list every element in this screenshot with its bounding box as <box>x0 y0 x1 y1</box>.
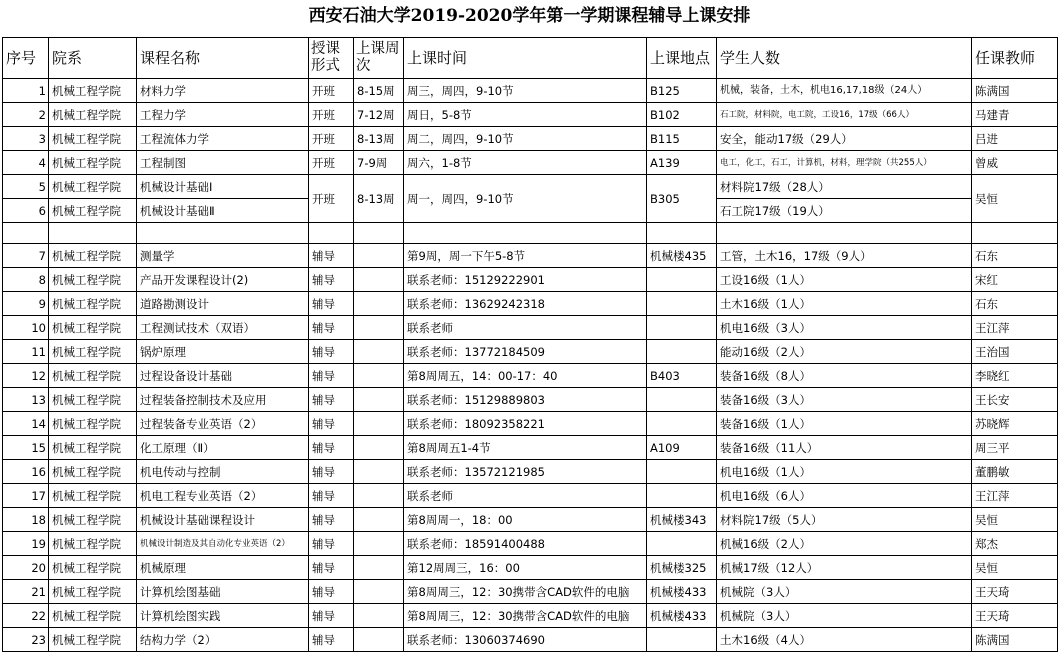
cell-students: 安全，能动17级（29人） <box>717 127 972 151</box>
cell-college: 机械工程学院 <box>49 340 137 364</box>
table-row <box>3 151 1058 175</box>
cell-course: 过程装备控制技术及应用 <box>137 388 309 412</box>
cell-index: 2 <box>3 103 49 127</box>
cell-weeks: 7-9周 <box>354 151 404 175</box>
cell-time: 周日，5-8节 <box>404 103 647 127</box>
cell-empty <box>404 223 647 244</box>
cell-weeks <box>354 244 404 268</box>
cell-index: 14 <box>3 412 49 436</box>
cell-teacher: 王天琦 <box>972 604 1058 628</box>
cell-index: 6 <box>3 199 49 223</box>
cell-time: 联系老师：15129222901 <box>404 268 647 292</box>
cell-form: 辅导 <box>309 580 354 604</box>
cell-weeks <box>354 556 404 580</box>
cell-time: 联系老师：18092358221 <box>404 412 647 436</box>
cell-location: 机械楼435 <box>647 244 717 268</box>
cell-form: 辅导 <box>309 292 354 316</box>
cell-college: 机械工程学院 <box>49 556 137 580</box>
cell-time: 第8周周五1-4节 <box>404 436 647 460</box>
cell-weeks <box>354 580 404 604</box>
cell-index: 10 <box>3 316 49 340</box>
cell-form: 辅导 <box>309 244 354 268</box>
table-row <box>3 127 1058 151</box>
cell-students: 能动16级（2人） <box>717 340 972 364</box>
cell-form: 辅导 <box>309 388 354 412</box>
cell-teacher: 曾威 <box>972 151 1058 175</box>
cell-weeks <box>354 628 404 652</box>
cell-location: 机械楼433 <box>647 580 717 604</box>
cell-students: 机电16级（1人） <box>717 460 972 484</box>
cell-location <box>647 460 717 484</box>
cell-form: 辅导 <box>309 460 354 484</box>
cell-students: 石工院，材料院，电工院，工设16，17级（66人） <box>717 103 972 127</box>
cell-weeks <box>354 340 404 364</box>
cell-form: 辅导 <box>309 316 354 340</box>
cell-students: 电工，化工，石工，计算机，材料，理学院（共255人） <box>717 151 972 175</box>
cell-location <box>647 316 717 340</box>
cell-weeks: 7-12周 <box>354 103 404 127</box>
cell-teacher: 宋红 <box>972 268 1058 292</box>
cell-index: 20 <box>3 556 49 580</box>
table-row <box>3 175 1058 199</box>
cell-location: B102 <box>647 103 717 127</box>
cell-course: 材料力学 <box>137 79 309 103</box>
cell-teacher: 苏晓辉 <box>972 412 1058 436</box>
cell-college: 机械工程学院 <box>49 79 137 103</box>
cell-index: 13 <box>3 388 49 412</box>
table-row <box>3 292 1058 316</box>
cell-college: 机械工程学院 <box>49 580 137 604</box>
cell-time: 周三，周四，9-10节 <box>404 79 647 103</box>
cell-weeks <box>354 604 404 628</box>
cell-teacher: 王长安 <box>972 388 1058 412</box>
header-course: 课程名称 <box>137 38 309 79</box>
cell-course: 过程设备设计基础 <box>137 364 309 388</box>
cell-form: 辅导 <box>309 628 354 652</box>
cell-weeks <box>354 436 404 460</box>
cell-weeks <box>354 292 404 316</box>
cell-location: 机械楼433 <box>647 604 717 628</box>
cell-teacher: 吴恒 <box>972 508 1058 532</box>
cell-course: 机电工程专业英语（2） <box>137 484 309 508</box>
cell-weeks <box>354 508 404 532</box>
cell-students: 机械17级（12人） <box>717 556 972 580</box>
cell-time: 周一，周四，9-10节 <box>404 175 647 223</box>
cell-course: 机械设计基础Ⅰ <box>137 175 309 199</box>
table-row <box>3 484 1058 508</box>
cell-students: 材料院17级（5人） <box>717 508 972 532</box>
cell-college: 机械工程学院 <box>49 268 137 292</box>
cell-college: 机械工程学院 <box>49 127 137 151</box>
cell-college: 机械工程学院 <box>49 484 137 508</box>
cell-empty <box>137 223 309 244</box>
cell-college: 机械工程学院 <box>49 103 137 127</box>
header-row <box>3 38 1058 79</box>
cell-index: 3 <box>3 127 49 151</box>
cell-course: 计算机绘图实践 <box>137 604 309 628</box>
cell-students: 机电16级（6人） <box>717 484 972 508</box>
cell-empty <box>647 223 717 244</box>
cell-empty <box>354 223 404 244</box>
cell-college: 机械工程学院 <box>49 364 137 388</box>
cell-college: 机械工程学院 <box>49 316 137 340</box>
cell-time: 第8周周三，12：30携带含CAD软件的电脑 <box>404 604 647 628</box>
cell-time: 第8周周五，14：00-17：40 <box>404 364 647 388</box>
cell-index: 9 <box>3 292 49 316</box>
cell-location <box>647 532 717 556</box>
table-row <box>3 316 1058 340</box>
cell-location <box>647 628 717 652</box>
cell-students: 装备16级（11人） <box>717 436 972 460</box>
page-title: 西安石油大学2019-2020学年第一学期课程辅导上课安排 <box>308 6 751 26</box>
cell-location: A109 <box>647 436 717 460</box>
cell-location <box>647 268 717 292</box>
cell-weeks <box>354 364 404 388</box>
cell-college: 机械工程学院 <box>49 460 137 484</box>
cell-time: 第8周周一，18：00 <box>404 508 647 532</box>
header-time: 上课时间 <box>404 38 647 79</box>
cell-index: 23 <box>3 628 49 652</box>
cell-teacher: 吴恒 <box>972 556 1058 580</box>
cell-teacher: 王江萍 <box>972 316 1058 340</box>
cell-teacher: 董鹏敏 <box>972 460 1058 484</box>
cell-teacher: 周三平 <box>972 436 1058 460</box>
cell-course: 化工原理（Ⅱ） <box>137 436 309 460</box>
cell-course: 工程测试技术（双语） <box>137 316 309 340</box>
cell-index: 11 <box>3 340 49 364</box>
cell-location: A139 <box>647 151 717 175</box>
cell-students: 土木16级（4人） <box>717 628 972 652</box>
header-location: 上课地点 <box>647 38 717 79</box>
cell-students: 装备16级（3人） <box>717 388 972 412</box>
cell-course: 测量学 <box>137 244 309 268</box>
cell-form: 辅导 <box>309 340 354 364</box>
cell-teacher: 郑杰 <box>972 532 1058 556</box>
table-row <box>3 412 1058 436</box>
cell-form: 开班 <box>309 79 354 103</box>
cell-teacher: 陈满国 <box>972 628 1058 652</box>
table-row <box>3 580 1058 604</box>
cell-students: 装备16级（1人） <box>717 412 972 436</box>
cell-college: 机械工程学院 <box>49 388 137 412</box>
cell-course: 结构力学（2） <box>137 628 309 652</box>
cell-index: 18 <box>3 508 49 532</box>
table-row <box>3 436 1058 460</box>
table-row <box>3 604 1058 628</box>
cell-index: 15 <box>3 436 49 460</box>
cell-college: 机械工程学院 <box>49 604 137 628</box>
cell-students: 材料院17级（28人） <box>717 175 972 199</box>
header-weeks: 上课周次 <box>354 38 404 79</box>
cell-form: 辅导 <box>309 604 354 628</box>
cell-weeks <box>354 412 404 436</box>
cell-form: 开班 <box>309 151 354 175</box>
cell-time: 联系老师 <box>404 316 647 340</box>
cell-weeks <box>354 388 404 412</box>
cell-teacher: 石东 <box>972 244 1058 268</box>
cell-college: 机械工程学院 <box>49 175 137 199</box>
cell-location: B305 <box>647 175 717 223</box>
cell-location <box>647 412 717 436</box>
cell-time: 第8周周三，12：30携带含CAD软件的电脑 <box>404 580 647 604</box>
cell-index: 16 <box>3 460 49 484</box>
cell-time: 联系老师：13572121985 <box>404 460 647 484</box>
cell-index: 22 <box>3 604 49 628</box>
cell-students: 工设16级（1人） <box>717 268 972 292</box>
table-row <box>3 388 1058 412</box>
cell-teacher: 吴恒 <box>972 175 1058 223</box>
cell-empty <box>49 223 137 244</box>
cell-weeks: 8-13周 <box>354 175 404 223</box>
cell-weeks <box>354 316 404 340</box>
cell-form: 辅导 <box>309 412 354 436</box>
header-form: 授课形式 <box>309 38 354 79</box>
cell-course: 产品开发课程设计(2) <box>137 268 309 292</box>
cell-students: 机械院（3人） <box>717 580 972 604</box>
cell-teacher: 王天琦 <box>972 580 1058 604</box>
cell-course: 道路勘测设计 <box>137 292 309 316</box>
schedule-table <box>2 37 1058 652</box>
cell-course: 工程流体力学 <box>137 127 309 151</box>
cell-college: 机械工程学院 <box>49 436 137 460</box>
cell-empty <box>972 223 1058 244</box>
cell-teacher: 李晓红 <box>972 364 1058 388</box>
cell-students: 机械16级（2人） <box>717 532 972 556</box>
cell-index: 4 <box>3 151 49 175</box>
cell-time: 联系老师：15129889803 <box>404 388 647 412</box>
cell-weeks <box>354 460 404 484</box>
blank-row <box>3 223 1058 244</box>
table-row <box>3 268 1058 292</box>
table-row <box>3 556 1058 580</box>
cell-time: 第12周周三，16：00 <box>404 556 647 580</box>
cell-form: 辅导 <box>309 268 354 292</box>
cell-course: 过程装备专业英语（2） <box>137 412 309 436</box>
cell-location: B125 <box>647 79 717 103</box>
header-index: 序号 <box>3 38 49 79</box>
cell-empty <box>3 223 49 244</box>
cell-college: 机械工程学院 <box>49 151 137 175</box>
cell-index: 19 <box>3 532 49 556</box>
cell-form: 辅导 <box>309 364 354 388</box>
cell-index: 21 <box>3 580 49 604</box>
cell-form: 开班 <box>309 175 354 223</box>
cell-weeks <box>354 484 404 508</box>
cell-students: 机械，装备，土木，机电16,17,18级（24人） <box>717 79 972 103</box>
cell-location: 机械楼343 <box>647 508 717 532</box>
cell-course: 机械设计基础Ⅱ <box>137 199 309 223</box>
cell-course: 工程力学 <box>137 103 309 127</box>
table-row <box>3 340 1058 364</box>
table-row <box>3 532 1058 556</box>
cell-students: 工管，土木16，17级（9人） <box>717 244 972 268</box>
cell-teacher: 王江萍 <box>972 484 1058 508</box>
cell-form: 开班 <box>309 127 354 151</box>
cell-college: 机械工程学院 <box>49 628 137 652</box>
cell-location <box>647 340 717 364</box>
cell-time: 联系老师：13060374690 <box>404 628 647 652</box>
cell-students: 石工院17级（19人） <box>717 199 972 223</box>
table-row <box>3 79 1058 103</box>
cell-college: 机械工程学院 <box>49 508 137 532</box>
cell-form: 辅导 <box>309 436 354 460</box>
cell-course: 机械原理 <box>137 556 309 580</box>
cell-students: 装备16级（8人） <box>717 364 972 388</box>
cell-empty <box>309 223 354 244</box>
cell-empty <box>717 223 972 244</box>
cell-location <box>647 292 717 316</box>
cell-time: 周六，1-8节 <box>404 151 647 175</box>
cell-weeks: 8-15周 <box>354 79 404 103</box>
cell-college: 机械工程学院 <box>49 199 137 223</box>
cell-location: B403 <box>647 364 717 388</box>
cell-index: 12 <box>3 364 49 388</box>
cell-location: B115 <box>647 127 717 151</box>
table-row <box>3 103 1058 127</box>
cell-form: 辅导 <box>309 484 354 508</box>
table-row <box>3 508 1058 532</box>
cell-teacher: 吕进 <box>972 127 1058 151</box>
cell-index: 7 <box>3 244 49 268</box>
cell-weeks: 8-13周 <box>354 127 404 151</box>
cell-students: 土木16级（1人） <box>717 292 972 316</box>
cell-index: 1 <box>3 79 49 103</box>
cell-time: 周二，周四，9-10节 <box>404 127 647 151</box>
cell-course: 机械设计制造及其自动化专业英语（2） <box>137 532 309 556</box>
cell-college: 机械工程学院 <box>49 292 137 316</box>
cell-time: 联系老师：13772184509 <box>404 340 647 364</box>
cell-time: 第9周，周一下午5-8节 <box>404 244 647 268</box>
cell-college: 机械工程学院 <box>49 244 137 268</box>
cell-teacher: 马建青 <box>972 103 1058 127</box>
table-row <box>3 628 1058 652</box>
cell-weeks <box>354 268 404 292</box>
cell-form: 辅导 <box>309 508 354 532</box>
cell-location: 机械楼325 <box>647 556 717 580</box>
cell-teacher: 陈满国 <box>972 79 1058 103</box>
cell-index: 17 <box>3 484 49 508</box>
cell-form: 辅导 <box>309 532 354 556</box>
cell-college: 机械工程学院 <box>49 532 137 556</box>
cell-teacher: 王治国 <box>972 340 1058 364</box>
cell-students: 机电16级（3人） <box>717 316 972 340</box>
cell-college: 机械工程学院 <box>49 412 137 436</box>
cell-course: 机械设计基础课程设计 <box>137 508 309 532</box>
cell-course: 工程制图 <box>137 151 309 175</box>
cell-students: 机械院（3人） <box>717 604 972 628</box>
cell-time: 联系老师：18591400488 <box>404 532 647 556</box>
cell-weeks <box>354 532 404 556</box>
cell-form: 开班 <box>309 103 354 127</box>
cell-location <box>647 388 717 412</box>
header-teacher: 任课教师 <box>972 38 1058 79</box>
table-row <box>3 460 1058 484</box>
cell-teacher: 石东 <box>972 292 1058 316</box>
cell-index: 5 <box>3 175 49 199</box>
cell-location <box>647 484 717 508</box>
cell-course: 计算机绘图基础 <box>137 580 309 604</box>
cell-form: 辅导 <box>309 556 354 580</box>
table-row <box>3 364 1058 388</box>
cell-time: 联系老师：13629242318 <box>404 292 647 316</box>
cell-index: 8 <box>3 268 49 292</box>
header-college: 院系 <box>49 38 137 79</box>
cell-time: 联系老师 <box>404 484 647 508</box>
cell-course: 锅炉原理 <box>137 340 309 364</box>
table-row <box>3 244 1058 268</box>
cell-course: 机电传动与控制 <box>137 460 309 484</box>
header-students: 学生人数 <box>717 38 972 79</box>
